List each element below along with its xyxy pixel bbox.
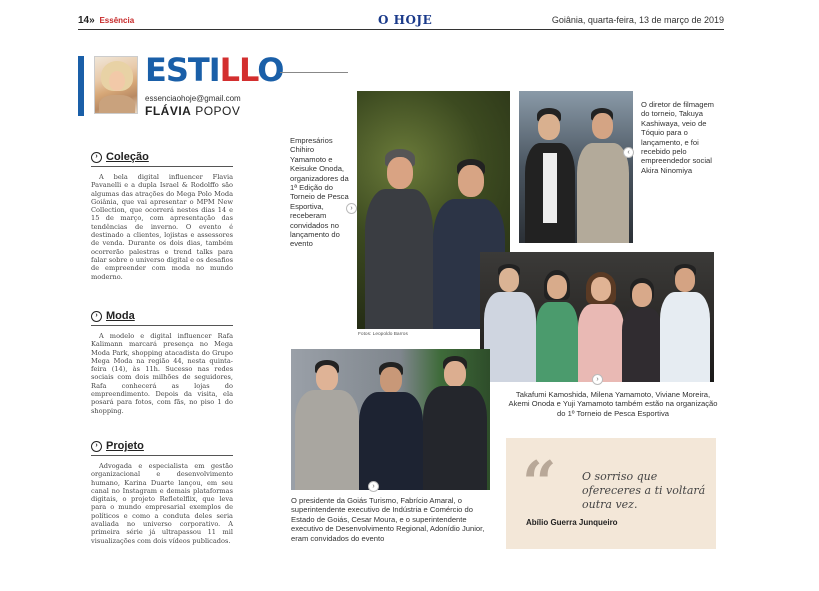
columnist-email[interactable]: essenciaohoje@gmail.com xyxy=(145,94,241,103)
photo-guests xyxy=(291,349,490,490)
arrow-circle-icon: › xyxy=(346,203,357,214)
arrow-circle-icon: › xyxy=(91,311,102,322)
page-header xyxy=(78,14,724,30)
photo-director xyxy=(519,91,633,243)
column-title: ESTILLO xyxy=(145,51,284,89)
photo2-caption: O diretor de filmagem do torneio, Takuya Kashiwaya, veio de Tóquio para o lançamento, e foi recebido pelo empreendedor social Akira Ninomiya xyxy=(641,100,715,175)
section-body: A bela digital influencer Flavia Pavanelli e a dupla Israel & Rodolffo são algumas das atrações do Mega Polo Moda Goiânia, que vai apresentar o MPM New Collection, que ocorrerá nestes dias 14 e 15 de março, com apresentação das tendências de inverno. O evento é destinado a clientes, lojistas e assessores de venda. Durante os dois dias, também ocorrerão palestras e trend talks para falar sobre o universo digital e os desafios de empreender com moda no mundo moderno. xyxy=(91,173,233,281)
columnist-portrait xyxy=(94,56,138,114)
section-colecao xyxy=(91,150,233,281)
page-number: 14 xyxy=(78,15,90,26)
section-name: Essência xyxy=(99,16,135,25)
quote-author: Abílio Guerra Junqueiro xyxy=(526,518,618,527)
section-moda xyxy=(91,309,233,415)
photo-credit: Fotos: Leopoldo Barros xyxy=(358,332,408,337)
accent-bar xyxy=(78,56,84,116)
section-body: A modelo e digital influencer Rafa Kalimann marcará presença no Mega Moda Park, shopping atacadista do Grupo Mega Moda na região 44, nesta quinta-feira (14), às 11h. Sucesso nas redes sociais com dois milhões de seguidores, Rafa conhecerá as lojas do empreendimento. Depois da visita, ela posará para fotos, com fãs, no piso 1 do shopping. xyxy=(91,332,233,415)
section-title: Projeto xyxy=(106,440,144,452)
photo-organization-group xyxy=(480,252,714,382)
arrow-circle-icon: › xyxy=(368,481,379,492)
newspaper-logo: O HOJE xyxy=(378,13,433,27)
section-body: Advogada e especialista em gestão organizacional e desenvolvimento humano, Karina Duarte lançou, em seu canal no Instagram e demais plataformas digitais, o projeto Refletelflix, que leva para o mundo empresarial exemplos de políticos e como a conduta deles seria avaliada no universo corporativo. A primeira série já ultrapassou 11 mil visualizações com dois vídeos publicados. xyxy=(91,462,233,545)
arrow-circle-icon: › xyxy=(91,441,102,452)
columnist-name: FLÁVIA POPOV xyxy=(145,104,241,118)
photo4-caption: O presidente da Goiás Turismo, Fabrício Amaral, o superintendente executivo de Indústria e Comércio do Estado de Goiás, Cesar Moura, e o superintendente executivo de Desenvolvimento Regional, Adonídio Junior, eram convidados do evento xyxy=(291,496,485,543)
issue-date: Goiânia, quarta-feira, 13 de março de 2019 xyxy=(551,15,724,25)
page-number-group xyxy=(78,15,134,26)
photo1-caption: Empresários Chihiro Yamamoto e Keisuke Onoda, organizadores da 1ª Edição do Torneio de Pesca Esportiva, receberam convidados no lançamento do evento xyxy=(290,136,349,249)
arrow-circle-icon: ‹ xyxy=(623,147,634,158)
quote-box xyxy=(506,438,716,549)
title-rule xyxy=(280,72,348,73)
section-title: Moda xyxy=(106,310,135,322)
page-marker: » xyxy=(89,15,95,26)
section-projeto xyxy=(91,439,233,545)
quote-mark-icon: “ xyxy=(522,449,557,519)
quote-text: O sorriso que ofereceres a ti voltará outra vez. xyxy=(582,470,706,511)
section-title: Coleção xyxy=(106,151,149,163)
photo3-caption: Takafumi Kamoshida, Milena Yamamoto, Viviane Moreira, Akemi Onoda e Yuji Yamamoto também estão na organização do 1º Torneio de Pesca Esportiva xyxy=(508,390,718,418)
arrow-circle-icon: › xyxy=(91,152,102,163)
arrow-circle-icon: › xyxy=(592,374,603,385)
